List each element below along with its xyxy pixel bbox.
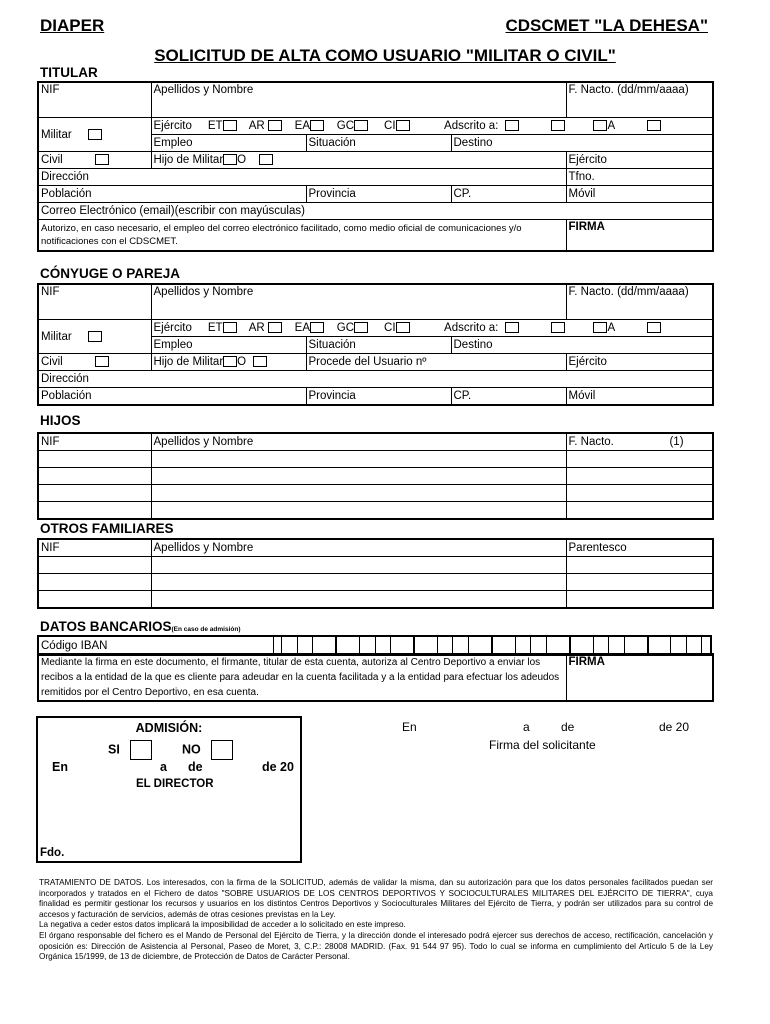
hijos-fnacto-header: F. Nacto.	[566, 433, 641, 451]
iban-digit-cell[interactable]	[437, 637, 453, 654]
conyuge-movil[interactable]: Móvil	[566, 388, 713, 406]
iban-digit-cell[interactable]	[671, 637, 687, 654]
header-left: DIAPER	[40, 16, 105, 35]
hijo-o-checkbox[interactable]	[259, 154, 273, 165]
bancarios-firma[interactable]: FIRMA	[566, 654, 713, 701]
conyuge-gc-checkbox[interactable]	[354, 322, 368, 333]
titular-tfno[interactable]: Tfno.	[566, 169, 713, 186]
legal-p3: El órgano responsable del fichero es el Mando de Personal del Ejército de Tierra, y la dirección donde el interesado podrá ejercer sus derechos de acceso, rectificación, cancelación y oposición es: Dirección de Asistencia al Personal, Paseo de Moret, 3, C.P.: 28008 MADRID. (Fax. 91 544 97 95). Todo lo cual se informa en cumplimiento del Artículo 5 de la Ley Orgánica 15/1999, de 13 de diciembre, de Protección de Datos de Carácter Personal.	[39, 930, 713, 962]
titular-militar[interactable]: Militar	[38, 118, 151, 152]
titular-civil[interactable]: Civil	[38, 152, 151, 169]
conyuge-poblacion[interactable]: Población	[38, 388, 306, 406]
admision-de: de	[188, 760, 203, 774]
titular-direccion[interactable]: Dirección	[38, 169, 566, 186]
section-bancarios: DATOS BANCARIOS(En caso de admisión)	[40, 619, 241, 634]
hijos-table	[37, 432, 714, 520]
solicitante-de: de	[561, 720, 575, 734]
iban-digit-cell[interactable]	[531, 637, 547, 654]
adscrito-checkbox-4[interactable]	[647, 120, 661, 131]
hijos-nota-header: (1)	[641, 433, 713, 451]
iban-digit-cell[interactable]	[469, 637, 492, 654]
table-row	[38, 574, 713, 591]
iban-digit-cell[interactable]	[414, 637, 437, 654]
conyuge-ejercito[interactable]: Ejército	[566, 354, 713, 371]
adscrito-checkbox-2[interactable]	[551, 120, 565, 131]
header-right: CDSCMET "LA DEHESA"	[505, 16, 708, 35]
solicitante-a: a	[523, 720, 530, 734]
iban-digit-cell[interactable]	[313, 637, 336, 654]
autorizo-text: Autorizo, en caso necesario, el empleo del correo electrónico facilitado, como medio oficial de comunicaciones y/o notificaciones con el CDSCMET.	[38, 220, 566, 252]
iban-digit-cell[interactable]	[492, 637, 515, 654]
conyuge-fnacto[interactable]: F. Nacto. (dd/mm/aaaa)	[566, 284, 713, 320]
solicitante-de20: de 20	[659, 720, 690, 734]
adscrito-checkbox-1[interactable]	[505, 120, 519, 131]
conyuge-militar[interactable]: Militar	[38, 320, 151, 354]
titular-ejercito-row: Ejército ET AR EA GC CI Adscrito a: A	[151, 118, 713, 135]
iban-digit-cell[interactable]	[686, 637, 702, 654]
adscrito-checkbox-3[interactable]	[593, 120, 607, 131]
conyuge-hijo-militar-checkbox[interactable]	[223, 356, 237, 367]
section-conyuge: CÓNYUGE O PAREJA	[40, 266, 181, 281]
conyuge-civil-checkbox[interactable]	[95, 356, 109, 367]
ci-checkbox[interactable]	[396, 120, 410, 131]
titular-cp[interactable]: CP.	[451, 186, 566, 203]
conyuge-adscrito-checkbox-3[interactable]	[593, 322, 607, 333]
conyuge-civil[interactable]: Civil	[38, 354, 151, 371]
conyuge-cp[interactable]: CP.	[451, 388, 566, 406]
titular-empleo[interactable]: Empleo	[151, 135, 306, 152]
admision-a: a	[160, 760, 167, 774]
titular-firma[interactable]: FIRMA	[566, 220, 713, 252]
titular-situacion[interactable]: Situación	[306, 135, 451, 152]
conyuge-ea-checkbox[interactable]	[310, 322, 324, 333]
table-row	[38, 485, 713, 502]
iban-digit-cell[interactable]	[648, 637, 671, 654]
page-title: SOLICITUD DE ALTA COMO USUARIO "MILITAR O CIVIL"	[154, 46, 616, 65]
titular-fnacto[interactable]: F. Nacto. (dd/mm/aaaa)	[566, 82, 713, 118]
iban-digit-cell[interactable]	[453, 637, 469, 654]
iban-digit-cell[interactable]	[546, 637, 569, 654]
titular-table	[37, 81, 714, 252]
legal-p1: TRATAMIENTO DE DATOS. Los interesados, con la firma de la SOLICITUD, además de validar la misma, dan su autorización para que los datos personales facilitados puedan ser incorporados y tratados en el Fichero de datos "SOBRE USUARIOS DE LOS CENTROS DEPORTIVOS Y SOCIOCULTURALES MILITARES DEL EJÉRCITO DE TIERRA", cuya finalidad es permitir gestionar los recursos y usuarios en los distintos Centros Deportivos y Socioculturales Militares del Ejército de Tierra, y podrán ser utilizados para su control de accesos y facturación de servicios, además de otras cesiones previstas en la Ley.	[39, 878, 713, 919]
otros-parentesco-header: Parentesco	[566, 539, 713, 557]
iban-digit-cell[interactable]	[360, 637, 376, 654]
hijos-apellidos-header: Apellidos y Nombre	[151, 433, 566, 451]
gc-checkbox[interactable]	[354, 120, 368, 131]
conyuge-ci-checkbox[interactable]	[396, 322, 410, 333]
si-checkbox[interactable]	[130, 740, 152, 760]
solicitante-en: En	[402, 720, 417, 734]
militar-checkbox[interactable]	[88, 129, 102, 140]
titular-movil[interactable]: Móvil	[566, 186, 713, 203]
otros-nif-header: NIF	[38, 539, 151, 557]
iban-digit-cell[interactable]	[593, 637, 609, 654]
titular-poblacion[interactable]: Población	[38, 186, 306, 203]
admision-de20: de 20	[262, 760, 294, 774]
titular-ejercito[interactable]: Ejército	[566, 152, 713, 169]
no-checkbox[interactable]	[211, 740, 233, 760]
conyuge-table	[37, 283, 714, 406]
admision-director: EL DIRECTOR	[136, 778, 214, 790]
conyuge-militar-checkbox[interactable]	[88, 331, 102, 342]
titular-provincia[interactable]: Provincia	[306, 186, 451, 203]
conyuge-adscrito-checkbox-4[interactable]	[647, 322, 661, 333]
conyuge-et-checkbox[interactable]	[223, 322, 237, 333]
iban-digit-cell[interactable]	[375, 637, 391, 654]
admision-en: En	[52, 760, 68, 774]
conyuge-provincia[interactable]: Provincia	[306, 388, 451, 406]
conyuge-hijo-militar[interactable]: Hijo de Militar O	[151, 354, 306, 371]
hijos-nif-header: NIF	[38, 433, 151, 451]
titular-nif[interactable]: NIF	[38, 82, 151, 118]
ea-checkbox[interactable]	[310, 120, 324, 131]
conyuge-ar-checkbox[interactable]	[268, 322, 282, 333]
civil-checkbox[interactable]	[95, 154, 109, 165]
conyuge-apellidos[interactable]: Apellidos y Nombre	[151, 284, 566, 320]
titular-apellidos[interactable]: Apellidos y Nombre	[151, 82, 566, 118]
admision-si: SI	[108, 740, 152, 760]
iban-label: Código IBAN	[38, 636, 274, 655]
iban-digit-cell[interactable]	[515, 637, 531, 654]
iban-digit-cell[interactable]	[274, 637, 282, 654]
iban-digit-cell[interactable]	[391, 637, 414, 654]
admision-title: ADMISIÓN:	[135, 721, 203, 735]
conyuge-hijo-o-checkbox[interactable]	[253, 356, 267, 367]
admision-box	[36, 716, 302, 863]
conyuge-direccion[interactable]: Dirección	[38, 371, 713, 388]
table-row	[38, 451, 713, 468]
iban-digit-cell[interactable]	[702, 637, 710, 654]
mediante-table	[37, 653, 714, 702]
table-row	[38, 591, 713, 609]
section-hijos: HIJOS	[40, 413, 81, 428]
conyuge-nif[interactable]: NIF	[38, 284, 151, 320]
iban-digit-cell[interactable]	[297, 637, 313, 654]
iban-digit-cell[interactable]	[609, 637, 625, 654]
conyuge-adscrito-checkbox-1[interactable]	[505, 322, 519, 333]
otros-table	[37, 538, 714, 609]
otros-apellidos-header: Apellidos y Nombre	[151, 539, 566, 557]
legal-text	[39, 878, 713, 963]
solicitante-firma: Firma del solicitante	[489, 738, 596, 752]
table-row	[38, 502, 713, 520]
conyuge-empleo[interactable]: Empleo	[151, 337, 306, 354]
ar-checkbox[interactable]	[268, 120, 282, 131]
conyuge-adscrito-checkbox-2[interactable]	[551, 322, 565, 333]
table-row	[38, 557, 713, 574]
conyuge-procede[interactable]: Procede del Usuario nº	[306, 354, 566, 371]
conyuge-situacion[interactable]: Situación	[306, 337, 451, 354]
admision-no: NO	[182, 740, 233, 760]
mediante-text: Mediante la firma en este documento, el firmante, titular de esta cuenta, autoriza al Centro Deportivo a enviar los recibos a la entidad de la que es cliente para adeudar en la cuenta facilitada y a la entidad para efectuar los adeudos remitidos por el Centro Deportivo, en esa cuenta.	[38, 654, 566, 701]
section-titular: TITULAR	[40, 65, 98, 80]
iban-digit-cell[interactable]	[624, 637, 647, 654]
iban-digit-cell[interactable]	[570, 637, 593, 654]
titular-destino[interactable]: Destino	[451, 135, 713, 152]
titular-correo[interactable]: Correo Electrónico (email)(escribir con mayúsculas)	[38, 203, 713, 220]
hijo-militar-checkbox[interactable]	[223, 154, 237, 165]
et-checkbox[interactable]	[223, 120, 237, 131]
iban-digit-cell[interactable]	[336, 637, 359, 654]
admision-fdo: Fdo.	[40, 847, 65, 859]
iban-digit-cell[interactable]	[282, 637, 298, 654]
legal-p2: La negativa a ceder estos datos implicará la imposibilidad de acceder a lo solicitado en este impreso.	[39, 920, 406, 930]
conyuge-destino[interactable]: Destino	[451, 337, 713, 354]
section-otros: OTROS FAMILIARES	[40, 521, 174, 536]
conyuge-ejercito-row: Ejército ET AR EA GC CI Adscrito a: A	[151, 320, 713, 337]
titular-hijo-militar[interactable]: Hijo de Militar O	[151, 152, 566, 169]
table-row	[38, 468, 713, 485]
